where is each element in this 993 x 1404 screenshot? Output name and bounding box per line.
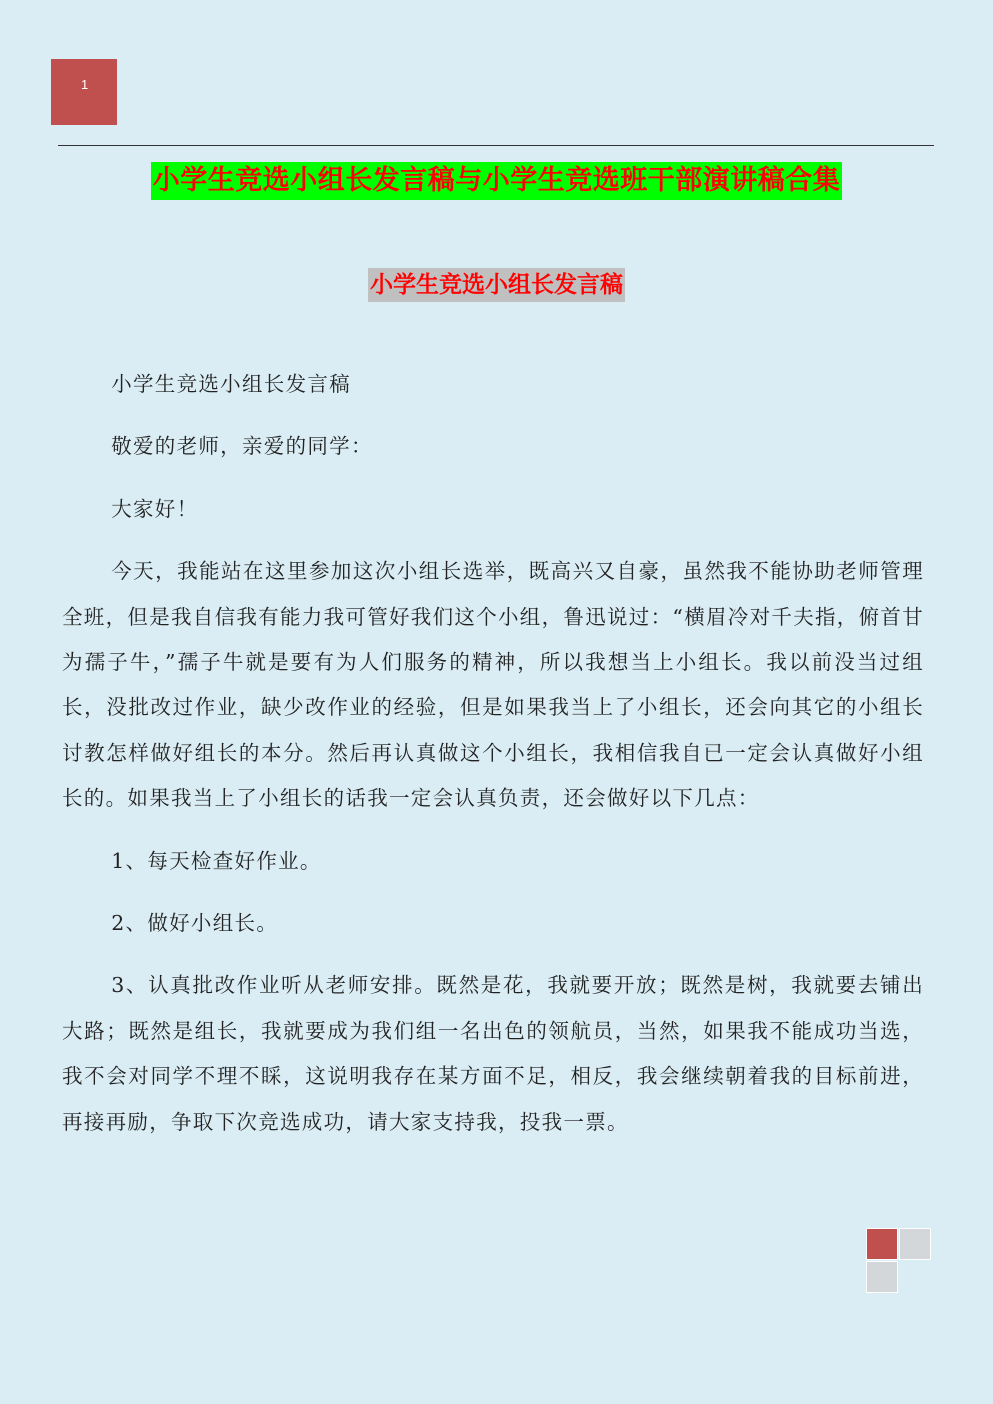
page-number-badge — [51, 59, 117, 125]
document-body — [62, 362, 924, 1162]
paragraph-greeting: 大家好！ — [111, 496, 199, 521]
header-divider — [58, 145, 934, 146]
decorative-square-grey — [866, 1261, 898, 1293]
decorative-square-red — [866, 1228, 898, 1260]
decorative-squares — [866, 1228, 933, 1294]
decorative-square-grey — [899, 1228, 931, 1260]
paragraph-heading: 小学生竞选小组长发言稿 — [111, 372, 351, 396]
main-title: 小学生竞选小组长发言稿与小学生竞选班干部演讲稿合集 — [151, 162, 843, 200]
paragraph-main: 今天，我能站在这里参加这次小组长选举，既高兴又自豪，虽然我不能协助老师管理全班，但是我自信我有能力我可管好我们这个小组，鲁迅说过：“横眉冷对千夫指，俯首甘为孺子牛，”孺子牛就是要有为人们服务的精神，所以我想当上小组长。我以前没当过组长，没批改过作业，缺少改作业的经验，但是如果我当上了小组长，还会向其它的小组长讨教怎样做好组长的本分。然后再认真做这个小组长，我相信我自已一定会认真做好小组长的。如果我当上了小组长的话我一定会认真负责，还会做好以下几点： — [62, 559, 924, 811]
sub-title-container — [0, 268, 993, 302]
page-number: 1 — [81, 77, 89, 92]
section-title: 小学生竞选小组长发言稿 — [368, 268, 625, 302]
list-item-1: 1、每天检查好作业。 — [111, 848, 322, 873]
list-item-2: 2、做好小组长。 — [111, 911, 279, 936]
paragraph-salutation: 敬爱的老师，亲爱的同学： — [111, 434, 373, 459]
main-title-container — [0, 162, 993, 200]
list-item-3: 3、认真批改作业听从老师安排。既然是花，我就要开放；既然是树，我就要去铺出大路；既然是组长，我就要成为我们组一名出色的领航员，当然，如果我不能成功当选，我不会对同学不理不睬，这说明我存在某方面不足，相反，我会继续朝着我的目标前进，再接再励，争取下次竞选成功，请大家支持我，投我一票。 — [62, 973, 924, 1134]
